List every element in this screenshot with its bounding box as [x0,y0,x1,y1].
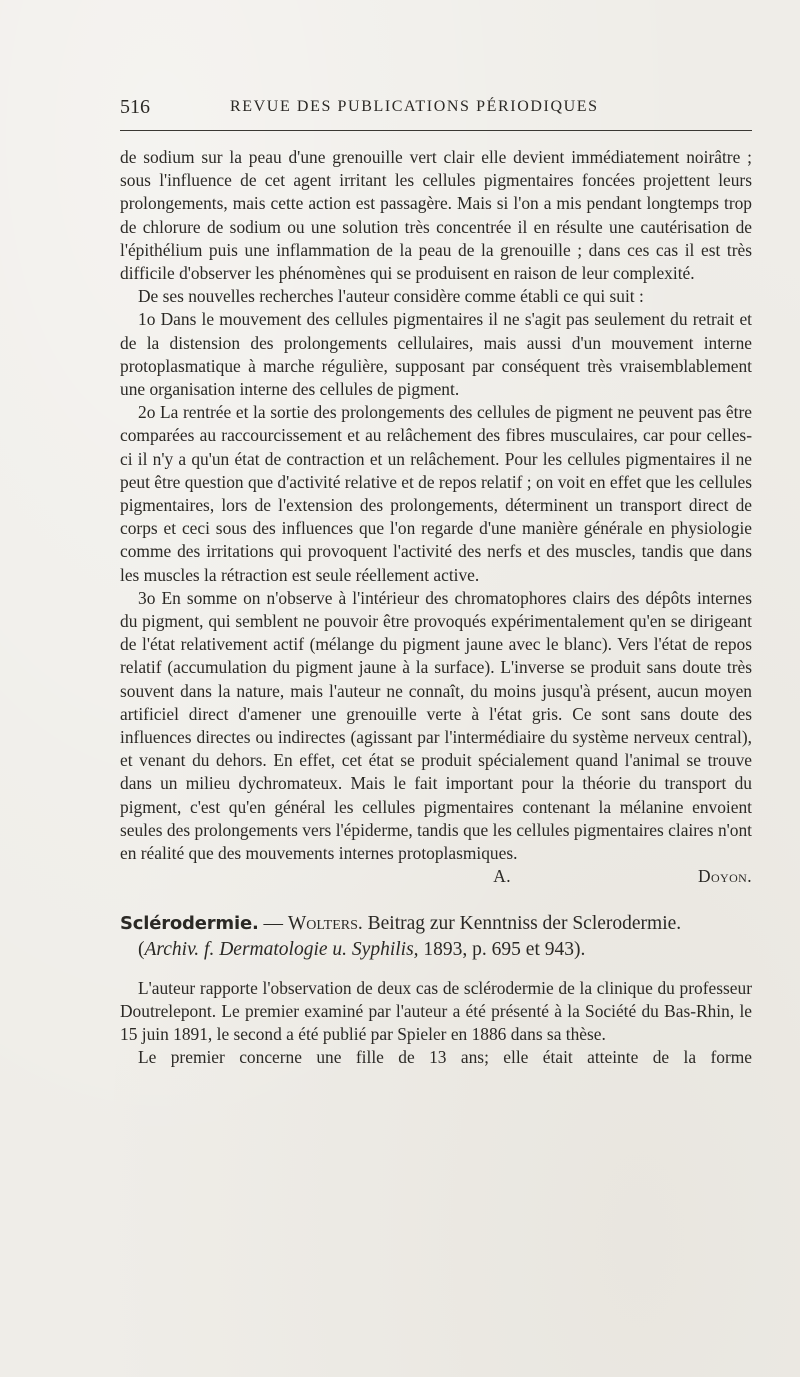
section-term: Sclérodermie. [120,912,259,934]
paragraph-continuation: de sodium sur la peau d'une grenouille vert clair elle devient immédiatement noirâtre ; sous l'influence de cet agent irritant les cellules pigmentaires foncées projettent leurs prolongements, mais cette action est passagère. Mais si l'on a mis pendant longtemps trop de chlorure de sodium ou une solution très concentrée il en résulte une cautérisation de l'épithélium puis une inflammation de la peau de la grenouille ; dans ces cas il est très difficile d'observer les phénomènes qui se produisent en raison de leur complexité. [120,147,752,284]
paragraph-point-3: 3o En somme on n'observe à l'intérieur des chromatophores clairs des dépôts internes du pigment, qui semblent ne pouvoir être provoqués expérimentalement qu'en se dirigeant de l'état relativement actif (mélange du pigment jaune avec le blanc). Vers l'état de repos relatif (accumulation du pigment jaune à la surface). L'inverse se produit sans doute très souvent dans la nature, mais l'auteur ne connaît, du moins jusqu'à présent, aucun moyen artificiel direct d'amener une grenouille verte à l'état gris. Ce sont sans doute des influences directes ou indirectes (agissant par l'intermédiaire du système nerveux central), et venant du dehors. En effet, cet état se produit spécialement quand l'animal se trouve dans un milieu dychromateux. Mais le fait important pour la théorie du transport du pigment, c'est qu'en général les cellules pigmentaires contenant la mélanine envoient seules des prolongements vers l'épiderme, tandis que les cellules pigmentaires claires n'ont en réalité que des mouvements internes protoplasmiques. [120,587,752,864]
section-paragraph-1: L'auteur rapporte l'observation de deux cas de sclérodermie de la clinique du professeur Doutrelepont. Le premier examiné par l'auteur a été présenté à la Société du Bas-Rhin, le 15 juin 1891, le second a été publié par Spieler en 1886 dans sa thèse. [120,977,752,1044]
paragraph-point-2: 2o La rentrée et la sortie des prolongements des cellules de pigment ne peuvent pas être comparées au raccourcissement et au relâchement des fibres musculaires, car pour celles-ci il n'y a qu'un état de contraction et un relâchement. Pour les cellules pigmentaires il ne peut être question que d'activité relative et de repos relatif ; on voit en effet que les cellules pigmentaires, lors de l'extension des prolongements, déterminent un transport direct de corps et ceci sous des influences que l'on regarde d'une manière générale en physiologie comme des irritations qui provoquent l'activité des nerfs et des muscles, tandis que dans les muscles la rétraction est seule réellement active. [120,402,753,585]
paragraph-conclusions-intro: De ses nouvelles recherches l'auteur considère comme établi ce qui suit : [138,286,644,307]
signature-line [120,865,752,888]
section-reference [120,937,752,963]
page-header [120,96,752,124]
article-body [120,146,752,1069]
section-paragraph-2: Le premier concerne une fille de 13 ans; elle était atteinte de la forme [138,1047,752,1068]
running-title: REVUE DES PUBLICATIONS PÉRIODIQUES [230,98,599,115]
header-rule [120,130,752,131]
signature: A. Doyon. [493,866,752,887]
ref-open: ( [138,938,145,960]
section-title: Beitrag zur Kenntniss der Sclerodermie. [362,912,682,934]
paragraph-point-1: 1o Dans le mouvement des cellules pigmentaires il ne s'agit pas seulement du retrait et de la distension des prolongements cellulaires, mais aussi d'un mouvement interne protoplasmatique à marche régulière, supposant par conséquent très vraisemblablement une organisation interne des cellules de pigment. [120,309,752,400]
section-journal: Archiv. f. Dermatologie u. Syphilis, [144,938,419,960]
section-heading [120,911,752,937]
page-number: 516 [120,96,150,118]
section-ref-rest: 1893, p. 695 et 943). [418,938,586,960]
section-dash: — [258,912,288,934]
section-author: Wolters. [287,912,363,934]
